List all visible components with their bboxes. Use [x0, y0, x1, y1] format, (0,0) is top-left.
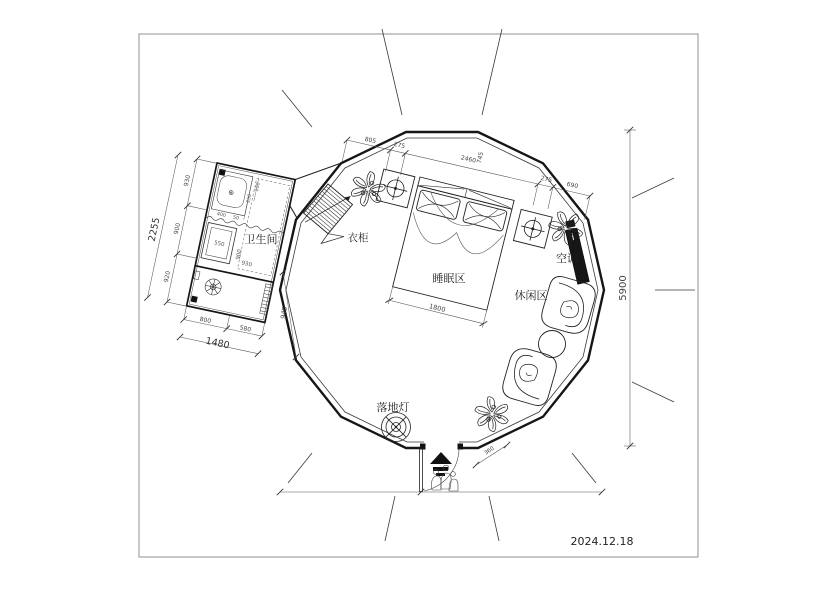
ac-label: 空调 — [556, 252, 578, 265]
entrance — [420, 444, 464, 492]
dim-text-bed-width: 1800 — [428, 302, 447, 314]
room-outline-outer — [280, 132, 604, 448]
dim-text-bath-bottom-2: 580 — [238, 324, 252, 334]
bathroom-divider-wall — [195, 266, 273, 283]
bed — [393, 177, 514, 310]
entrance-arrow-bar — [433, 467, 448, 471]
dim-text-bath-bottom-total: 1480 — [204, 335, 231, 352]
entrance-arrow-icon — [430, 452, 452, 464]
dim-text-shower: 550 — [213, 240, 225, 249]
dim-text-overall-height: 5900 — [618, 275, 629, 301]
dim-text-counter: 400 — [216, 212, 227, 219]
curtain-wave-line — [206, 216, 283, 235]
bed-group — [352, 168, 553, 337]
plant-icon — [351, 171, 386, 206]
bathroom-label: 卫生间 — [244, 233, 278, 246]
dim-text-bath-left-3: 920 — [162, 270, 173, 284]
dim-text-bath-left-total: 2255 — [146, 216, 163, 243]
dim-text-width: 930 — [240, 260, 253, 269]
dim-text-bath-left-1: 930 — [182, 174, 193, 188]
lounge-chair-bottom — [500, 345, 560, 408]
hatched-door — [260, 284, 273, 315]
bathroom-passage — [290, 164, 340, 219]
floor-lamp-symbol — [382, 413, 411, 442]
dim-text-bath-right: 945 — [279, 305, 289, 320]
dim-text-v1: 250 — [246, 193, 254, 204]
bedside-lamp-icon — [518, 214, 547, 243]
sleeping-area-label: 睡眠区 — [432, 272, 466, 285]
floor-drain-symbol — [204, 277, 223, 296]
wardrobe-label: 衣柜 — [347, 232, 369, 244]
dim-text-v2: 100 — [254, 182, 262, 193]
coffee-table — [539, 331, 566, 358]
dim-text-bath-left-2: 900 — [172, 222, 183, 236]
dim-text-entrance: 360 — [483, 445, 496, 457]
plant-icon — [470, 391, 515, 436]
column — [191, 296, 198, 303]
dim-text-gap: 50 — [232, 215, 240, 222]
bedside-lamp-icon — [381, 174, 410, 203]
dim-text-depth: 900 — [235, 248, 244, 261]
dim-text-top-3: 2460 — [460, 154, 477, 165]
bathroom-block — [187, 163, 296, 322]
dim-text-top-vertical: 745 — [475, 151, 486, 165]
roof-rays — [282, 29, 695, 541]
door-leaf — [420, 448, 423, 492]
leisure-area-label: 休闲区 — [514, 289, 548, 302]
dim-text-bath-bottom-1: 800 — [198, 315, 212, 326]
dim-text-top-4: 275 — [539, 174, 553, 185]
dim-text-top-2: 275 — [392, 140, 406, 151]
date-stamp: 2024.12.18 — [570, 535, 634, 548]
dim-text-top-1: 805 — [363, 135, 377, 146]
vanity-counter — [211, 170, 253, 216]
dim-text-top-5: 690 — [565, 180, 579, 191]
floor-lamp-label: 落地灯 — [376, 401, 410, 414]
door-post — [458, 444, 464, 450]
page-frame — [139, 34, 698, 557]
